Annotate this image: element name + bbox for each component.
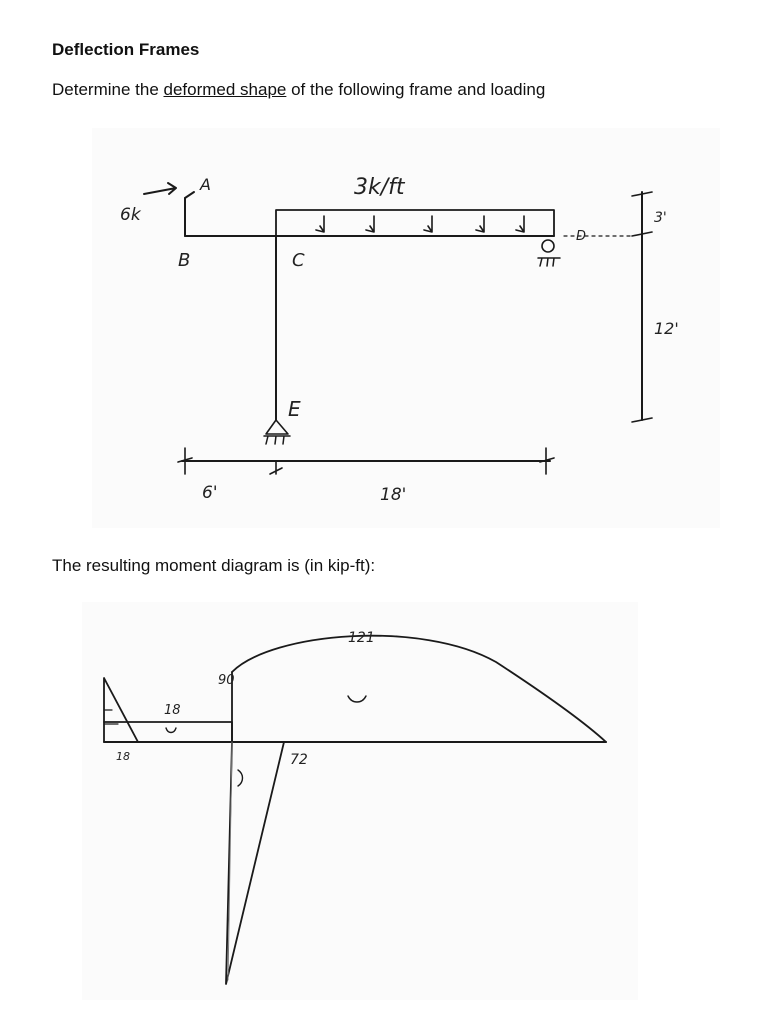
prompt-underlined-term: deformed shape bbox=[163, 80, 287, 99]
node-d-label: D bbox=[576, 229, 587, 244]
load-arrows bbox=[316, 216, 524, 232]
moment-parabola bbox=[232, 636, 606, 742]
dim-right-span: 18' bbox=[380, 485, 407, 505]
load-label: 3k/ft bbox=[354, 175, 405, 200]
node-b-label: B bbox=[178, 250, 191, 271]
moment-base-left-label: 18 bbox=[116, 750, 130, 763]
node-c-label: C bbox=[292, 250, 305, 271]
moment-joint-label: 90 bbox=[218, 673, 235, 688]
moment-beam-left-label: 18 bbox=[164, 703, 181, 718]
frame-diagram bbox=[92, 128, 720, 528]
curvature-mark-span bbox=[348, 696, 366, 702]
page-title: Deflection Frames bbox=[52, 40, 200, 59]
dim-top-height: 3' bbox=[654, 210, 667, 226]
prompt-text-before: Determine the bbox=[52, 80, 164, 99]
moment-column-label: 72 bbox=[290, 752, 308, 768]
pin-base-e bbox=[264, 436, 290, 444]
prompt-text-after: of the following frame and loading bbox=[286, 80, 546, 99]
moment-caption: The resulting moment diagram is (in kip-ft): bbox=[52, 556, 376, 575]
pin-support-e bbox=[266, 420, 288, 434]
node-e-label: E bbox=[288, 397, 301, 421]
dim-left-span: 6' bbox=[202, 483, 218, 503]
moment-diagram bbox=[82, 602, 638, 1000]
problem-statement bbox=[52, 80, 545, 100]
distributed-load-box bbox=[276, 210, 554, 236]
point-load-label: 6k bbox=[120, 205, 141, 225]
dim-tick-mid bbox=[270, 462, 282, 474]
dim-height: 12' bbox=[654, 319, 679, 338]
curvature-mark-beam bbox=[166, 728, 176, 733]
member-a-tick bbox=[185, 192, 194, 198]
moment-peak-label: 121 bbox=[348, 630, 375, 646]
moment-column-triangle bbox=[226, 742, 284, 984]
roller-base-d bbox=[538, 258, 560, 266]
node-a-label: A bbox=[200, 175, 211, 194]
moment-sketch bbox=[82, 602, 638, 1000]
point-load-arrow bbox=[144, 183, 176, 194]
curvature-mark-column bbox=[238, 770, 243, 786]
frame-sketch bbox=[92, 128, 720, 528]
roller-support-d bbox=[542, 240, 554, 252]
